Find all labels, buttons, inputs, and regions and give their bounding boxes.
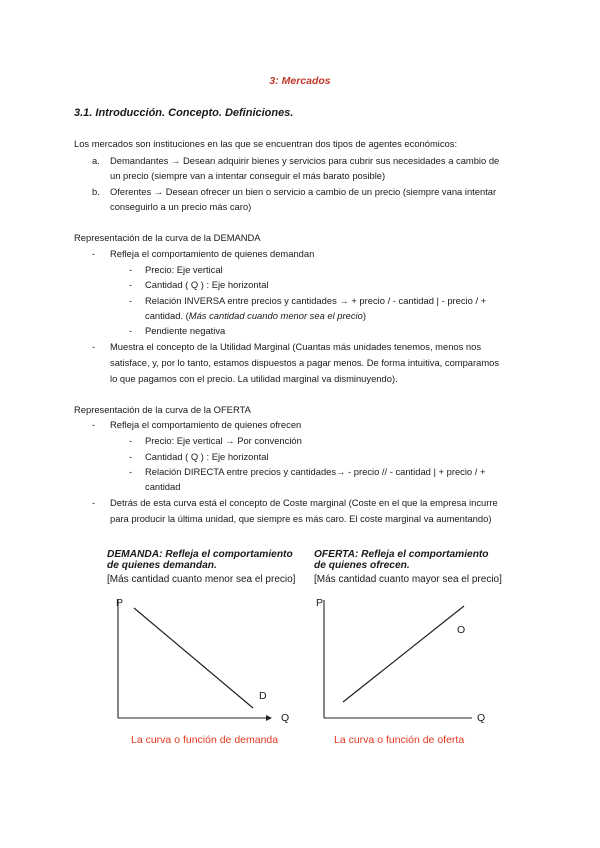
demand-caption: La curva o función de demanda [131, 734, 279, 746]
bullet-dash: - [92, 341, 96, 352]
demand-figure-note: [Más cantidad cuanto menor sea el precio] [107, 574, 296, 585]
bullet-dash: - [92, 248, 96, 259]
list-item: lo que pagamos con el precio. La utilidad marginal va disminuyendo). [110, 373, 398, 384]
list-marker: a. [92, 155, 100, 166]
demand-x-label: Q [281, 712, 290, 724]
list-item: Refleja el comportamiento de quienes demandan [110, 248, 315, 259]
list-item: Relación DIRECTA entre precios y cantidades→ - precio // - cantidad | + precio / + [145, 466, 486, 477]
list-item: Demandantes → Desean adquirir bienes y servicios para cubrir sus necesidades a cambio de [110, 155, 500, 166]
list-item: Refleja el comportamiento de quienes ofrecen [110, 419, 302, 430]
list-item: cantidad [145, 481, 181, 492]
supply-heading: Representación de la curva de la OFERTA [74, 404, 251, 415]
supply-caption: La curva o función de oferta [334, 734, 465, 746]
supply-x-label: Q [477, 712, 486, 724]
bullet-dash: - [129, 451, 133, 462]
intro-paragraph: Los mercados son instituciones en las que se encuentran dos tipos de agentes económicos: [74, 138, 458, 149]
demand-curve [134, 608, 253, 708]
list-item: conseguirlo a un precio más caro) [110, 201, 252, 212]
list-item: Oferentes → Desean ofrecer un bien o servicio a cambio de un precio (siempre vana intentar [110, 186, 497, 197]
section-heading: 3.1. Introducción. Concepto. Definiciones. [74, 107, 294, 119]
supply-figure-title: OFERTA: Refleja el comportamiento [314, 549, 489, 560]
bullet-dash: - [92, 419, 96, 430]
text-span: cantidad. ( [145, 310, 189, 321]
bullet-dash: - [129, 295, 133, 306]
bullet-dash: - [129, 264, 133, 275]
supply-curve-label: O [457, 624, 466, 636]
demand-heading: Representación de la curva de la DEMANDA [74, 232, 261, 243]
bullet-dash: - [129, 325, 133, 336]
list-item: Precio: Eje vertical → Por convención [145, 435, 302, 446]
supply-curve [343, 606, 464, 702]
bullet-dash: - [92, 497, 96, 508]
list-marker: b. [92, 186, 100, 197]
arrow-right-icon [266, 715, 272, 721]
bullet-dash: - [129, 279, 133, 290]
list-item: Relación INVERSA entre precios y cantidades → + precio / - cantidad | - precio / + [145, 295, 487, 306]
demand-y-label: P [116, 597, 124, 609]
list-item: un precio (siempre van a intentar conseguir el más barato posible) [110, 170, 386, 181]
supply-y-label: P [316, 597, 324, 609]
page-title: 3: Mercados [269, 75, 331, 87]
demand-figure-title: DEMANDA: Refleja el comportamiento [107, 549, 293, 560]
list-item: Precio: Eje vertical [145, 264, 223, 275]
demand-figure-title: de quienes demandan. [107, 560, 217, 571]
list-item: Cantidad ( Q ) : Eje horizontal [145, 451, 269, 462]
bullet-dash: - [129, 466, 133, 477]
list-item: satisface, y, por lo tanto, estamos dispuestos a pagar menos. De forma intuitiva, comparamos [110, 357, 500, 368]
demand-curve-label: D [259, 690, 267, 702]
text-span: ) [362, 310, 366, 321]
list-item: Pendiente negativa [145, 325, 226, 336]
list-item: Muestra el concepto de la Utilidad Marginal (Cuantas más unidades tenemos, menos nos [110, 341, 482, 352]
supply-figure-title: de quienes ofrecen. [314, 560, 410, 571]
italic-note: Más cantidad cuando menor sea el precio [188, 310, 363, 321]
supply-figure-note: [Más cantidad cuanto mayor sea el precio] [314, 574, 502, 585]
list-item: para producir la última unidad, que siempre es más caro. El coste marginal va aumentando) [110, 513, 492, 524]
list-item: Cantidad ( Q ) : Eje horizontal [145, 279, 269, 290]
bullet-dash: - [129, 435, 133, 446]
list-item: Detrás de esta curva está el concepto de Coste marginal (Coste en el que la empresa incurre [110, 497, 498, 508]
